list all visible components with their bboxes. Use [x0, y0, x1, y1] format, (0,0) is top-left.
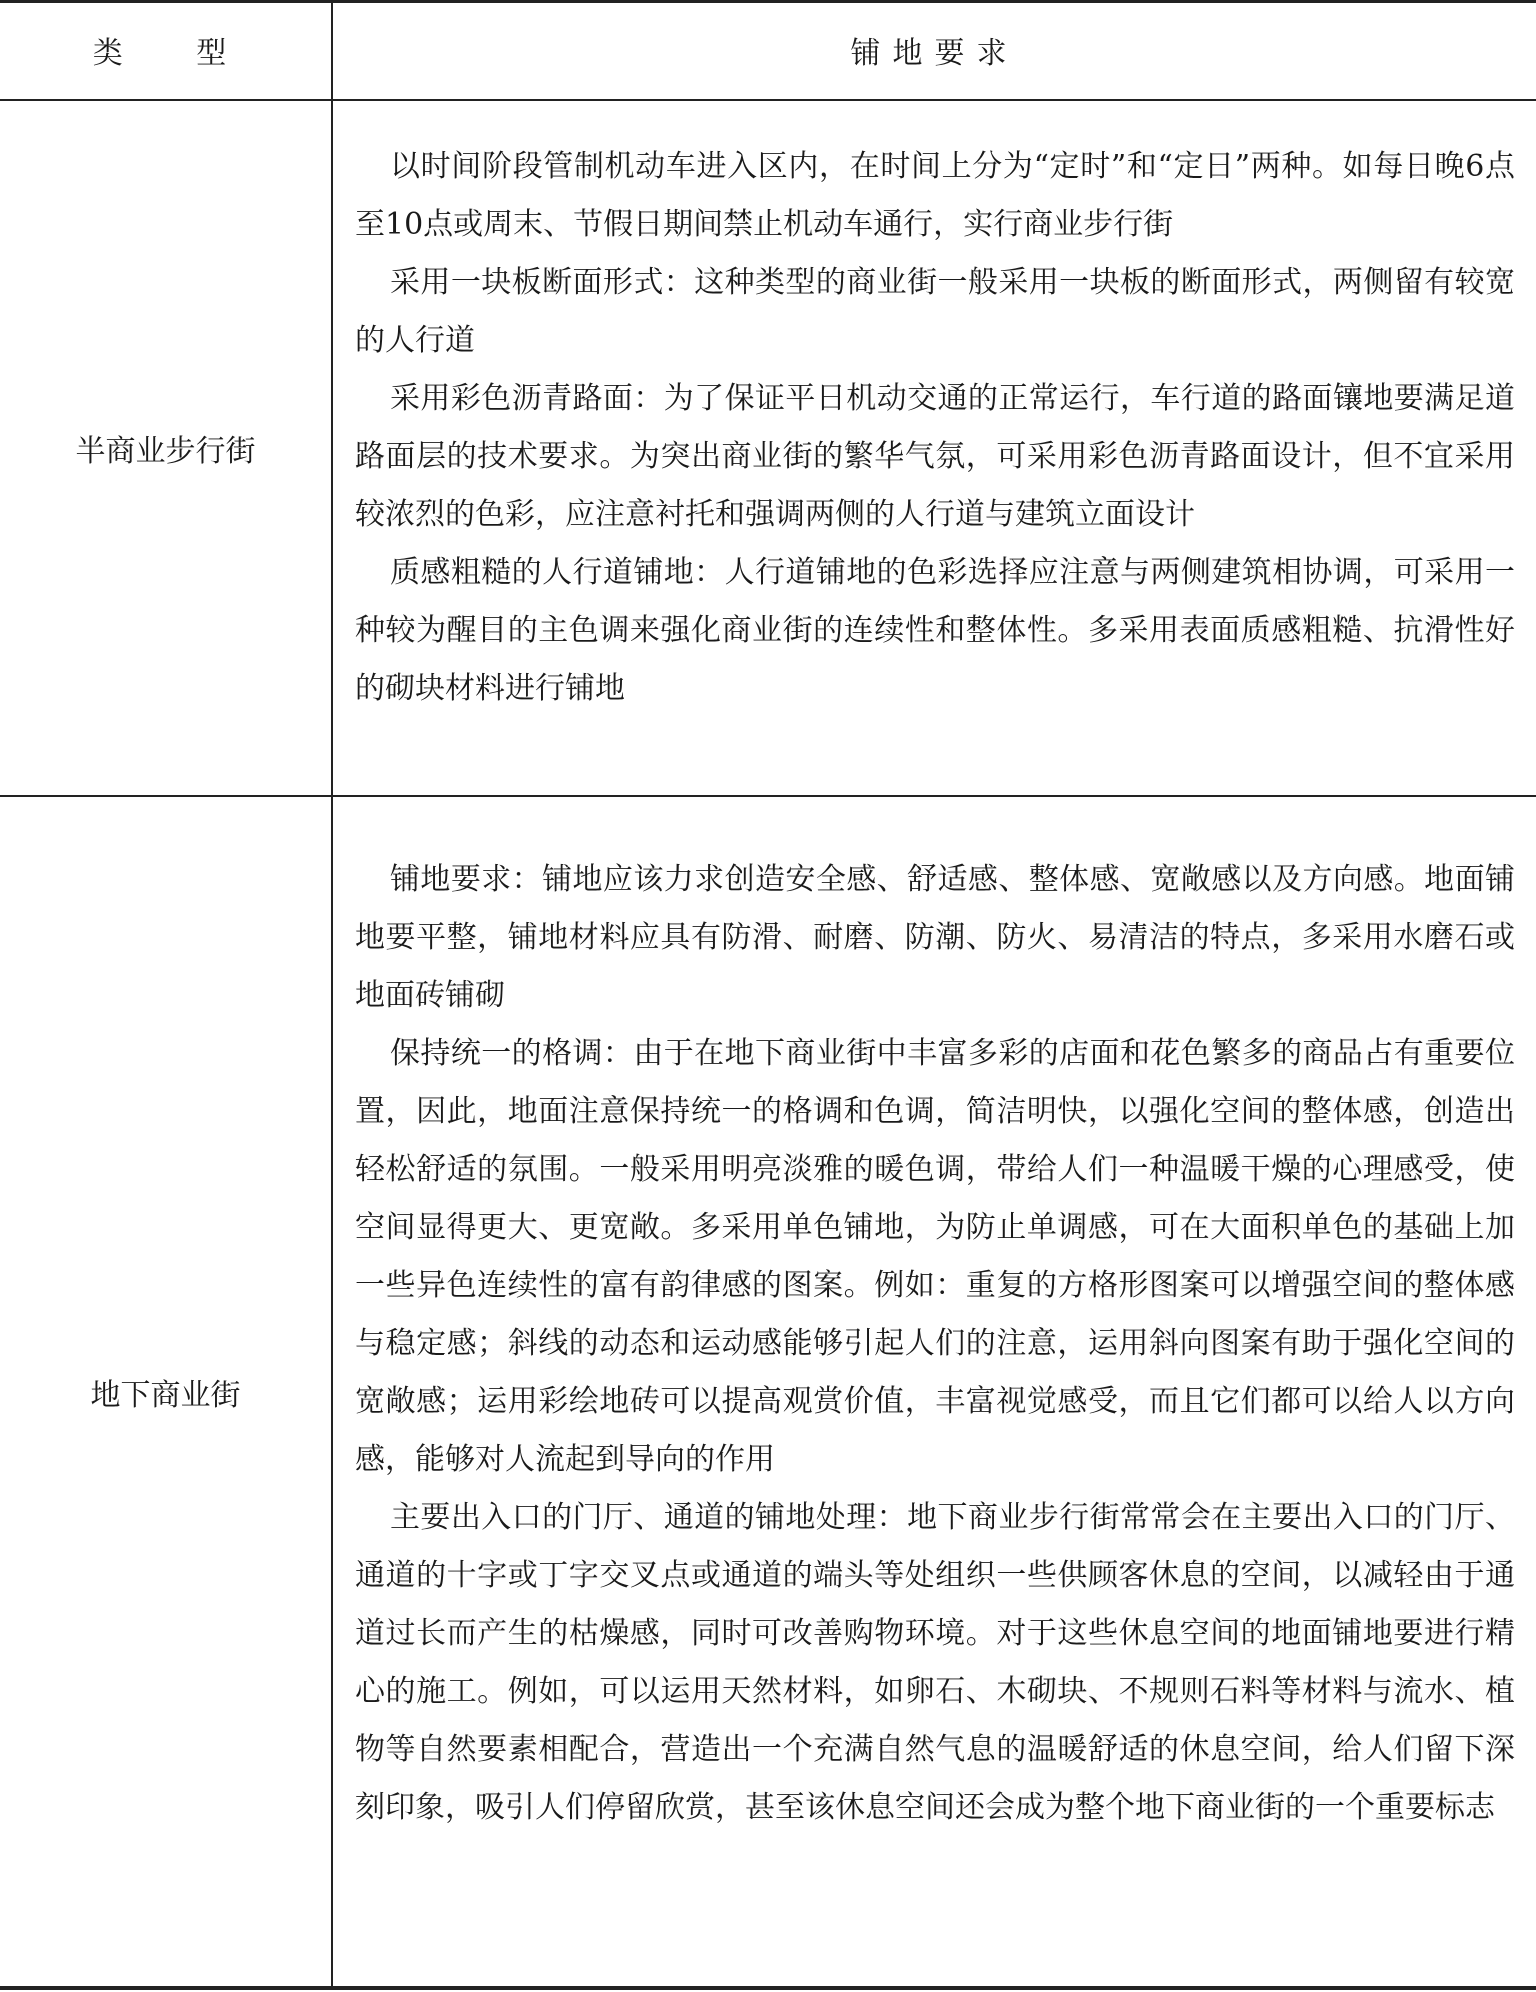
row-requirements-semi-commercial: [355, 138, 1515, 718]
table-bottom-rule: [0, 1986, 1536, 1990]
requirement-paragraph: 采用一块板断面形式：这种类型的商业街一般采用一块板的断面形式，两侧留有较宽的人行道: [355, 265, 1515, 358]
row-requirements-underground: [355, 851, 1515, 1837]
header-type: 类 型: [92, 36, 239, 71]
column-divider: [331, 0, 333, 1990]
row-type-semi-commercial: 半商业步行街: [75, 434, 256, 469]
requirement-paragraph: 保持统一的格调：由于在地下商业街中丰富多彩的店面和花色繁多的商品占有重要位置，因此，地面注意保持统一的格调和色调，简洁明快，以强化空间的整体感，创造出轻松舒适的氛围。一般采用明亮淡雅的暖色调，带给人们一种温暖干燥的心理感受，使空间显得更大、更宽敞。多采用单色铺地，为防止单调感，可在大面积单色的基础上加一些异色连续性的富有韵律感的图案。例如：重复的方格形图案可以增强空间的整体感与稳定感；斜线的动态和运动感能够引起人们的注意，运用斜向图案有助于强化空间的宽敞感；运用彩绘地砖可以提高观赏价值，丰富视觉感受，而且它们都可以给人以方向感，能够对人流起到导向的作用: [355, 1036, 1515, 1477]
requirement-paragraph: 采用彩色沥青路面：为了保证平日机动交通的正常运行，车行道的路面镶地要满足道路面层的技术要求。为突出商业街的繁华气氛，可采用彩色沥青路面设计，但不宜采用较浓烈的色彩，应注意衬托和强调两侧的人行道与建筑立面设计: [355, 381, 1515, 532]
header-requirement: 铺地要求: [850, 36, 1019, 71]
requirement-paragraph: 主要出入口的门厅、通道的铺地处理：地下商业步行街常常会在主要出入口的门厅、通道的十字或丁字交叉点或通道的端头等处组织一些供顾客休息的空间，以减轻由于通道过长而产生的枯燥感，同时可改善购物环境。对于这些休息空间的地面铺地要进行精心的施工。例如，可以运用天然材料，如卵石、木砌块、不规则石料等材料与流水、植物等自然要素相配合，营造出一个充满自然气息的温暖舒适的休息空间，给人们留下深刻印象，吸引人们停留欣赏，甚至该休息空间还会成为整个地下商业街的一个重要标志: [355, 1500, 1515, 1825]
requirement-paragraph: 铺地要求：铺地应该力求创造安全感、舒适感、整体感、宽敞感以及方向感。地面铺地要平整，铺地材料应具有防滑、耐磨、防潮、防火、易清洁的特点，多采用水磨石或地面砖铺砌: [355, 862, 1515, 1013]
row-type-underground: 地下商业街: [90, 1377, 241, 1413]
requirement-paragraph: 以时间阶段管制机动车进入区内，在时间上分为“定时”和“定日”两种。如每日晚6点至10点或周末、节假日期间禁止机动车通行，实行商业步行街: [355, 149, 1515, 242]
requirement-paragraph: 质感粗糙的人行道铺地：人行道铺地的色彩选择应注意与两侧建筑相协调，可采用一种较为醒目的主色调来强化商业街的连续性和整体性。多采用表面质感粗糙、抗滑性好的砌块材料进行铺地: [355, 555, 1515, 706]
